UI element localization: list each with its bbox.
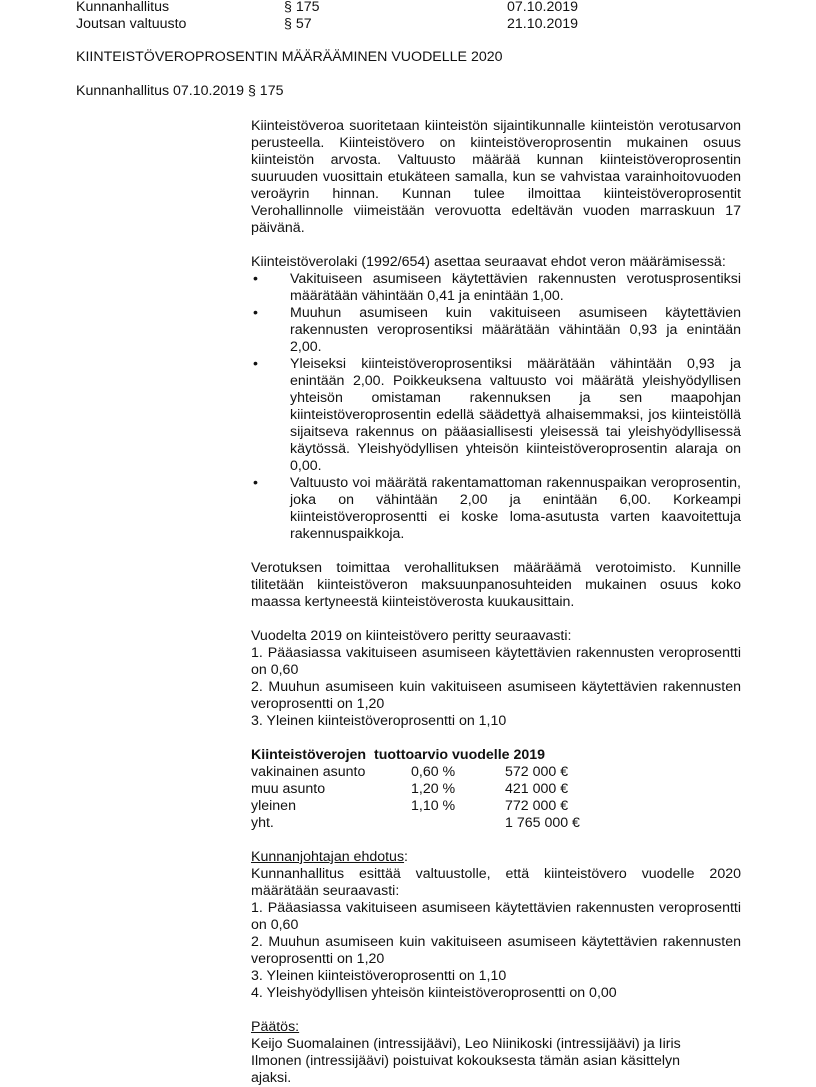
row-amount: 421 000 € — [505, 781, 569, 797]
list-item: • Vakituiseen asumiseen käytettävien rakennusten verotusprosentiksi määrätään vähintään 0,41 ja enintään 1,00. — [253, 271, 741, 304]
header-section: § 175 — [284, 0, 320, 15]
row-amount: 772 000 € — [505, 798, 569, 814]
header-date: 07.10.2019 — [507, 0, 579, 15]
law-intro: Kiinteistöverolaki (1992/654) asettaa seuraavat ehdot veron määrämisessä: — [251, 254, 726, 270]
collection-paragraph: Verotuksen toimittaa verohallituksen määräämä verotoimisto. Kunnille tilitetään kiinteistöveron maksuunpanosuhteiden mukainen osuus koko maassa kertyneestä kiinteistöverosta kuukausittain. — [251, 560, 741, 610]
proposal-item: 1. Pääasiassa vakituiseen asumiseen käytettävien rakennusten veroprosentti on 0,60 — [251, 900, 741, 933]
estimate-table-title: Kiinteistöverojen tuottoarvio vuodelle 2019 — [251, 747, 546, 763]
rates-2019-item: 3. Yleinen kiinteistöveroprosentti on 1,10 — [251, 713, 507, 729]
list-item: • Muuhun asumiseen kuin vakituiseen asumiseen käytettävien rakennusten veroprosentiksi määrätään vähintään 0,93 ja enintään 2,00. — [253, 305, 741, 355]
rates-2019-item: 2. Muuhun asumiseen kuin vakituiseen asumiseen käytettävien rakennusten veroprosentti on 1,20 — [251, 679, 741, 712]
row-label: yleinen — [251, 798, 296, 814]
rates-2019-intro: Vuodelta 2019 on kiinteistövero peritty seuraavasti: — [251, 628, 572, 644]
decision-heading: Päätös: — [251, 1019, 300, 1035]
bullet-icon: • — [253, 356, 258, 372]
header-section: § 57 — [284, 16, 312, 32]
law-conditions-list — [251, 271, 741, 543]
meeting-reference: Kunnanhallitus 07.10.2019 § 175 — [76, 83, 284, 99]
rates-2019-item: 1. Pääasiassa vakituiseen asumiseen käytettävien rakennusten veroprosentti on 0,60 — [251, 645, 741, 678]
list-item: • Valtuusto voi määrätä rakentamattoman rakennuspaikan veroprosentin, joka on vähintään 2,00 ja enintään 6,00. Korkeampi kiinteistöveroprosentti ei koske loma-asutusta varten kaavoitettuja rakennuspaikkoja. — [253, 475, 741, 542]
header-date: 21.10.2019 — [507, 16, 579, 32]
bullet-icon: • — [253, 305, 258, 321]
table-row — [251, 781, 580, 798]
row-rate: 0,60 % — [411, 764, 456, 780]
header-body: Joutsan valtuusto — [76, 16, 187, 32]
row-amount: 572 000 € — [505, 764, 569, 780]
proposal-item: 4. Yleishyödyllisen yhteisön kiinteistöveroprosentti on 0,00 — [251, 985, 617, 1001]
table-row — [251, 815, 580, 832]
intro-paragraph: Kiinteistöveroa suoritetaan kiinteistön sijaintikunnalle kiinteistön verotusarvon perusteella. Kiinteistövero on kiinteistöveroprosentin mukainen osuus kiinteistön arvosta. Valtuusto määrää kunnan kiinteistöveroprosentin suuruuden vuosittain etukäteen samalla, kun se vahvistaa varainhoitovuoden veroäyrin hinnan. Kunnan tulee ilmoittaa kiinteistöveroprosentit Verohallinnolle viimeistään verovuotta edeltävän vuoden marraskuun 17 päivänä. — [251, 118, 741, 236]
table-row — [251, 764, 580, 781]
proposal-intro: Kunnanhallitus esittää valtuustolle, että kiinteistövero vuodelle 2020 määrätään seuraavasti: — [251, 866, 741, 899]
row-label: vakinainen asunto — [251, 764, 366, 780]
proposal-item: 3. Yleinen kiinteistöveroprosentti on 1,10 — [251, 968, 507, 984]
row-label: yht. — [251, 815, 274, 831]
row-rate — [411, 815, 505, 832]
decision-text: Keijo Suomalainen (intressijäävi), Leo Niinikoski (intressijäävi) ja Iiris Ilmonen (intressijäävi) poistuivat kokouksesta tämän asian käsittelyn ajaksi. — [251, 1036, 681, 1086]
proposal-heading: Kunnanjohtajan ehdotus: — [251, 849, 408, 865]
bullet-icon: • — [253, 475, 258, 491]
document-title: KIINTEISTÖVEROPROSENTIN MÄÄRÄÄMINEN VUODELLE 2020 — [76, 49, 503, 65]
header-row — [76, 0, 636, 16]
header-row — [76, 16, 636, 33]
document-body — [251, 118, 741, 1087]
estimate-table — [251, 764, 580, 832]
bullet-icon: • — [253, 271, 258, 287]
row-label: muu asunto — [251, 781, 326, 797]
proposal-item: 2. Muuhun asumiseen kuin vakituiseen asumiseen käytettävien rakennusten veroprosentti on 1,20 — [251, 934, 741, 967]
row-amount: 1 765 000 € — [505, 815, 580, 831]
list-item: • Yleiseksi kiinteistöveroprosentiksi määrätään vähintään 0,93 ja enintään 2,00. Poikkeuksena valtuusto voi määrätä yleishyödyllisen yhteisön omistaman rakennuksen ja sen maapohjan kiinteistöveroprosentin edellä säädettyä alhaisemmaksi, jos kiinteistöllä sijaitseva rakennus on pääasiallisesti yleisessä tai yleishyödyllisessä käytössä. Yleishyödyllisen yhteisön kiinteistöveroprosentin alaraja on 0,00. — [253, 356, 741, 474]
table-row — [251, 798, 580, 815]
row-rate: 1,20 % — [411, 781, 456, 797]
row-rate: 1,10 % — [411, 798, 456, 814]
header-body: Kunnanhallitus — [76, 0, 170, 15]
